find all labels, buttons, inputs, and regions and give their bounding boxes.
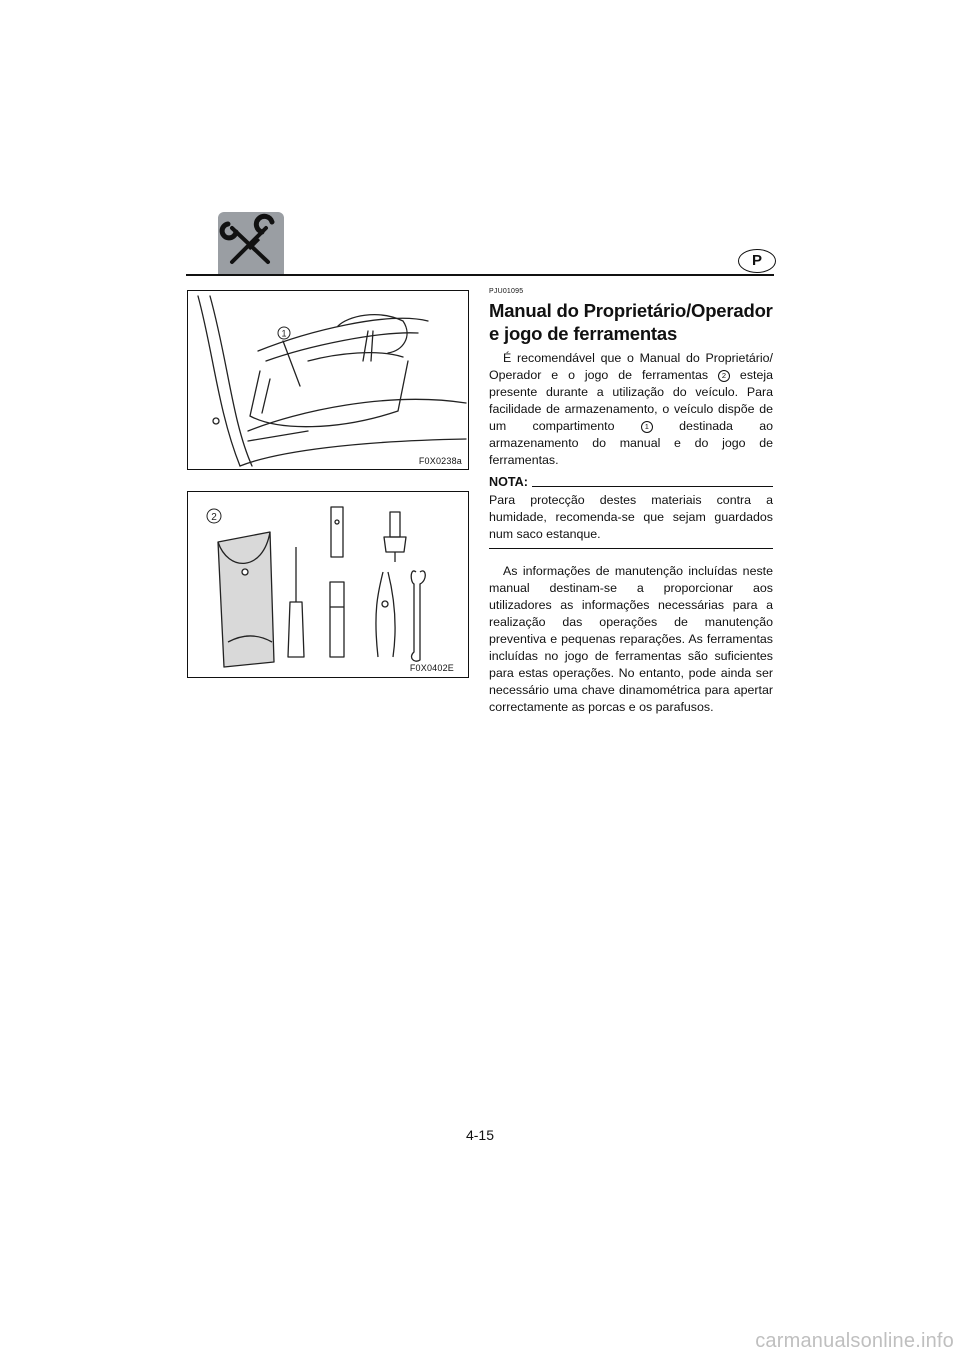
wrench-screwdriver-icon [218, 212, 284, 276]
figure-callout-2: 2 [211, 512, 217, 523]
header-rule [186, 274, 774, 276]
section-title: Manual do Proprietário/Operador e jogo de ferramentas [489, 300, 773, 344]
figure-code: F0X0402E [409, 663, 454, 673]
figure-callout-1: 1 [281, 328, 287, 339]
paragraph-2: As informações de manutenção incluídas neste manual destinam-se a proporcionar aos utilizadores as informações necessárias para a realização das operações de manutenção preventiva e pequenas reparações. As ferramentas incluídas no jogo de ferramentas são suficientes para estas operações. No entanto, pode ainda ser necessário uma chave dinamométrica para apertar correctamente as porcas e os parafusos. [489, 564, 773, 714]
ref-number: 2 [718, 370, 730, 382]
note-rule [532, 486, 773, 487]
note-end-rule [489, 548, 773, 549]
figure-tool-kit [187, 491, 469, 678]
note-label: NOTA: [489, 475, 528, 489]
figure-storage-compartment [187, 290, 469, 470]
note-text: Para protecção destes materiais contra a humidade, recomenda-se que sejam guardados num saco estanque. [489, 493, 773, 541]
figure-code: F0X0238a [418, 456, 462, 466]
watermark: carmanualsonline.info [755, 1330, 954, 1352]
ref-number: 1 [641, 421, 653, 433]
language-badge: P [738, 249, 776, 273]
note-box [489, 475, 773, 549]
section-ref-code: PJU01095 [489, 288, 524, 295]
section-text [489, 288, 773, 716]
page-number: 4-15 [465, 1127, 495, 1143]
paragraph-1: É recomendável que o Manual do Proprietário/ Operador e o jogo de ferramentas 2 esteja presente durante a utilização do veículo. Para facilidade de armazenamento, o veículo dispõe de um compartimento 1 destinada ao armazenamento do manual e do jogo de ferramentas. [489, 351, 774, 467]
